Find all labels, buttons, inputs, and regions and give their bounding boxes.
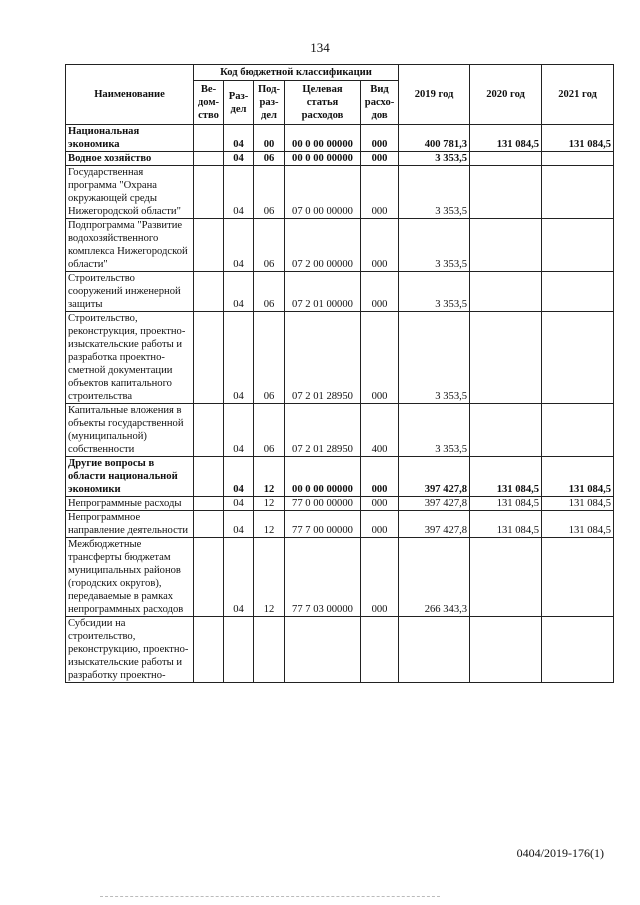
cell-2019: 397 427,8 <box>399 497 470 511</box>
cell-razdel: 04 <box>224 497 254 511</box>
header-podrazdel: Под- раз- дел <box>254 81 285 125</box>
cell-tselevaya: 77 0 00 00000 <box>285 497 361 511</box>
cell-vid: 000 <box>361 152 399 166</box>
cell-2019: 3 353,5 <box>399 166 470 219</box>
cell-2021 <box>542 312 614 404</box>
cell-tselevaya: 00 0 00 00000 <box>285 457 361 497</box>
cell-tselevaya: 07 2 01 28950 <box>285 312 361 404</box>
cell-razdel: 04 <box>224 312 254 404</box>
header-name: Наименование <box>66 65 194 125</box>
cell-podrazdel: 06 <box>254 312 285 404</box>
document-code: 0404/2019-176(1) <box>516 846 604 860</box>
table-row <box>66 125 614 152</box>
cell-razdel: 04 <box>224 511 254 538</box>
cell-2020 <box>470 617 542 683</box>
header-2020: 2020 год <box>470 65 542 125</box>
header-row-1 <box>66 65 614 81</box>
cell-2019: 3 353,5 <box>399 219 470 272</box>
cell-vid: 000 <box>361 166 399 219</box>
cell-2019: 266 343,3 <box>399 538 470 617</box>
cell-vedomstvo <box>194 166 224 219</box>
cell-name: Строительство, реконструкция, проектно-изыскательские работы и разработка проектно-сметной документации объектов капитального строительства <box>66 312 194 404</box>
cell-podrazdel: 06 <box>254 272 285 312</box>
cell-vid: 400 <box>361 404 399 457</box>
cell-vedomstvo <box>194 219 224 272</box>
cell-vid: 000 <box>361 511 399 538</box>
cell-2021 <box>542 219 614 272</box>
cell-vid: 000 <box>361 497 399 511</box>
cell-vedomstvo <box>194 511 224 538</box>
table-row <box>66 152 614 166</box>
cell-2019 <box>399 617 470 683</box>
cell-name: Строительство сооружений инженерной защиты <box>66 272 194 312</box>
table-row <box>66 457 614 497</box>
cell-tselevaya: 77 7 03 00000 <box>285 538 361 617</box>
cell-2021 <box>542 152 614 166</box>
cell-tselevaya: 07 2 01 00000 <box>285 272 361 312</box>
cell-podrazdel <box>254 617 285 683</box>
cell-vedomstvo <box>194 617 224 683</box>
cell-razdel: 04 <box>224 457 254 497</box>
cell-vedomstvo <box>194 538 224 617</box>
table-row <box>66 312 614 404</box>
cell-vid: 000 <box>361 538 399 617</box>
cell-2020 <box>470 219 542 272</box>
cell-2020 <box>470 272 542 312</box>
cell-name: Государственная программа "Охрана окружающей среды Нижегородской области" <box>66 166 194 219</box>
cell-name: Подпрограмма "Развитие водохозяйственного комплекса Нижегородской области" <box>66 219 194 272</box>
cell-podrazdel: 06 <box>254 404 285 457</box>
budget-table <box>65 64 614 683</box>
cell-2021 <box>542 166 614 219</box>
cell-2020 <box>470 404 542 457</box>
cell-2019: 3 353,5 <box>399 312 470 404</box>
cell-vedomstvo <box>194 272 224 312</box>
cell-name: Водное хозяйство <box>66 152 194 166</box>
cell-razdel: 04 <box>224 272 254 312</box>
cell-2021: 131 084,5 <box>542 497 614 511</box>
cell-2020 <box>470 312 542 404</box>
cell-podrazdel: 06 <box>254 166 285 219</box>
cell-2020 <box>470 166 542 219</box>
cell-2019: 3 353,5 <box>399 404 470 457</box>
cell-name: Другие вопросы в области национальной экономики <box>66 457 194 497</box>
cell-2021 <box>542 404 614 457</box>
cell-tselevaya: 00 0 00 00000 <box>285 125 361 152</box>
table-row <box>66 166 614 219</box>
cell-2020: 131 084,5 <box>470 125 542 152</box>
cell-name: Межбюджетные трансферты бюджетам муниципальных районов (городских округов), передаваемые в рамках непрограммных расходов <box>66 538 194 617</box>
header-razdel: Раз- дел <box>224 81 254 125</box>
cell-2019: 397 427,8 <box>399 457 470 497</box>
cell-vid: 000 <box>361 457 399 497</box>
cell-razdel: 04 <box>224 152 254 166</box>
cell-name: Национальная экономика <box>66 125 194 152</box>
cell-2019: 3 353,5 <box>399 272 470 312</box>
cell-razdel: 04 <box>224 219 254 272</box>
cell-tselevaya <box>285 617 361 683</box>
cell-2021 <box>542 272 614 312</box>
cell-podrazdel: 12 <box>254 457 285 497</box>
cell-tselevaya: 07 0 00 00000 <box>285 166 361 219</box>
cell-name: Непрограммные расходы <box>66 497 194 511</box>
cell-podrazdel: 06 <box>254 152 285 166</box>
cell-podrazdel: 00 <box>254 125 285 152</box>
table-row <box>66 538 614 617</box>
cell-name: Капитальные вложения в объекты государственной (муниципальной) собственности <box>66 404 194 457</box>
table-row <box>66 511 614 538</box>
header-2021: 2021 год <box>542 65 614 125</box>
cell-podrazdel: 12 <box>254 497 285 511</box>
cell-2019: 397 427,8 <box>399 511 470 538</box>
cell-2020: 131 084,5 <box>470 511 542 538</box>
cell-vedomstvo <box>194 497 224 511</box>
header-vedomstvo: Ве- дом- ство <box>194 81 224 125</box>
cell-razdel <box>224 617 254 683</box>
cell-tselevaya: 77 7 00 00000 <box>285 511 361 538</box>
cell-vedomstvo <box>194 152 224 166</box>
table-row <box>66 219 614 272</box>
cell-razdel: 04 <box>224 404 254 457</box>
cell-vedomstvo <box>194 312 224 404</box>
cell-2019: 3 353,5 <box>399 152 470 166</box>
cell-name: Непрограммное направление деятельности <box>66 511 194 538</box>
cell-podrazdel: 06 <box>254 219 285 272</box>
cell-tselevaya: 07 2 01 28950 <box>285 404 361 457</box>
cell-2020 <box>470 538 542 617</box>
cell-podrazdel: 12 <box>254 538 285 617</box>
cell-vedomstvo <box>194 125 224 152</box>
header-classification-group: Код бюджетной классификации <box>194 65 399 81</box>
cell-tselevaya: 00 0 00 00000 <box>285 152 361 166</box>
cell-vid: 000 <box>361 219 399 272</box>
cell-2019: 400 781,3 <box>399 125 470 152</box>
cell-name: Субсидии на строительство, реконструкцию, проектно-изыскательские работы и разработку проектно- <box>66 617 194 683</box>
cell-2020 <box>470 152 542 166</box>
cell-razdel: 04 <box>224 125 254 152</box>
table-row <box>66 404 614 457</box>
cell-2020: 131 084,5 <box>470 497 542 511</box>
table-row <box>66 272 614 312</box>
header-tselevaya: Целевая статья расходов <box>285 81 361 125</box>
page-number: 134 <box>310 40 330 55</box>
bottom-divider <box>100 896 440 898</box>
table-row <box>66 497 614 511</box>
cell-tselevaya: 07 2 00 00000 <box>285 219 361 272</box>
cell-2021 <box>542 617 614 683</box>
table-body <box>66 125 614 683</box>
cell-vedomstvo <box>194 457 224 497</box>
cell-2021: 131 084,5 <box>542 125 614 152</box>
table-row <box>66 617 614 683</box>
header-vid: Вид расхо- дов <box>361 81 399 125</box>
cell-2021: 131 084,5 <box>542 457 614 497</box>
cell-razdel: 04 <box>224 538 254 617</box>
cell-vid: 000 <box>361 272 399 312</box>
cell-vid: 000 <box>361 312 399 404</box>
cell-vid <box>361 617 399 683</box>
cell-vid: 000 <box>361 125 399 152</box>
cell-2020: 131 084,5 <box>470 457 542 497</box>
cell-razdel: 04 <box>224 166 254 219</box>
cell-2021 <box>542 538 614 617</box>
header-2019: 2019 год <box>399 65 470 125</box>
cell-2021: 131 084,5 <box>542 511 614 538</box>
cell-podrazdel: 12 <box>254 511 285 538</box>
cell-vedomstvo <box>194 404 224 457</box>
